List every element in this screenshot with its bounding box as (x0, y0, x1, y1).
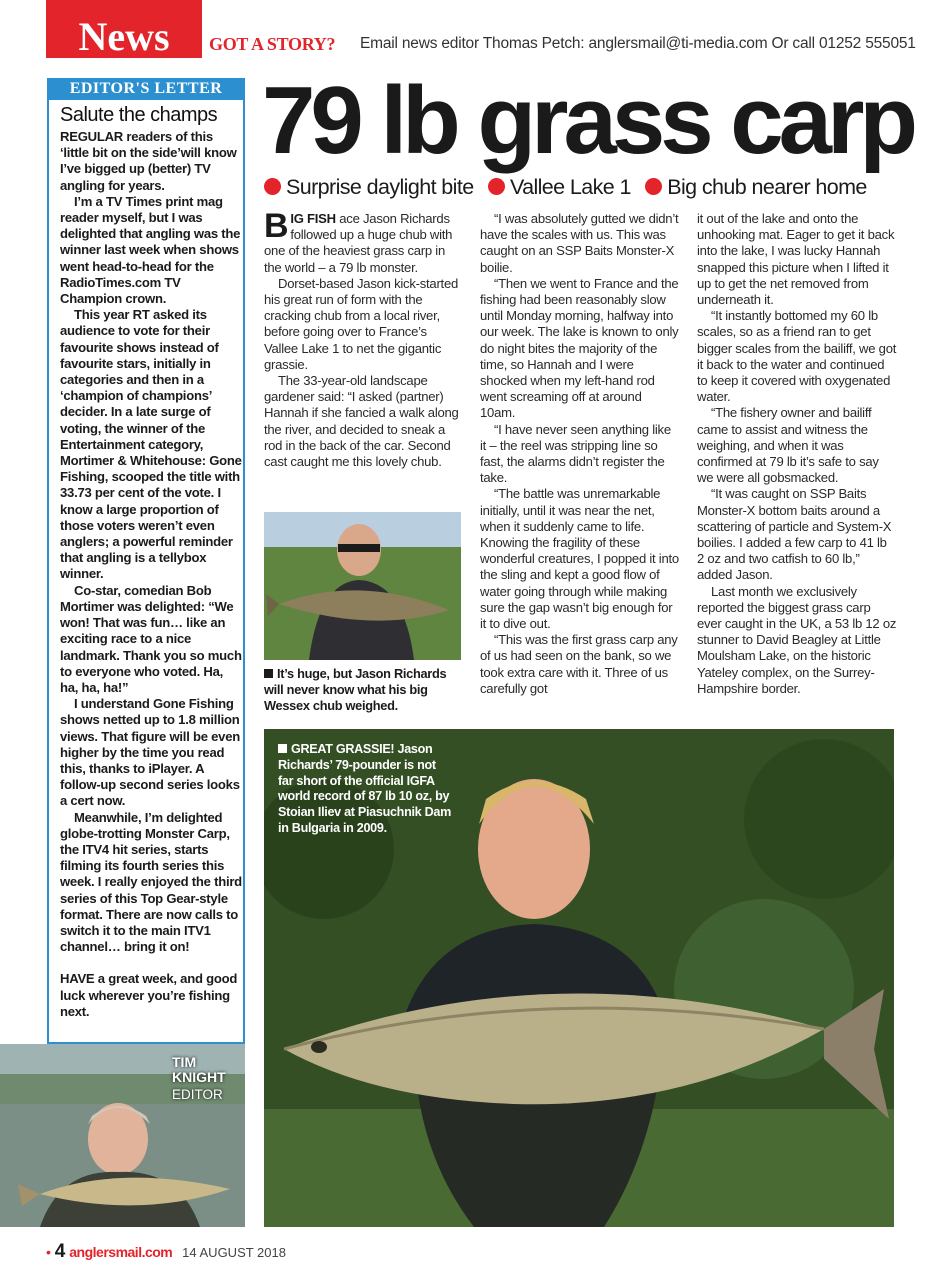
page-footer (46, 1241, 286, 1263)
footer-date: 14 AUGUST 2018 (182, 1245, 286, 1260)
editor-letter-body (60, 129, 242, 1020)
editor-role: EDITOR (172, 1087, 223, 1102)
article-paragraph: ace Jason Richards followed up a huge chub with one of the heaviest grass carp in the world – a 79 lb monster. (264, 211, 453, 275)
story-prompt: GOT A STORY? (209, 34, 336, 54)
editor-letter-label: EDITOR'S LETTER (47, 78, 245, 100)
caption-square-icon (264, 669, 273, 678)
bullet-item: Surprise daylight bite (286, 175, 474, 199)
editor-paragraph: This year RT asked its audience to vote for their favourite shows instead of favourite stars, initially in categories and then in a ‘champion of champions’ decider. In a late surge of voting, the winner of the Entertainment category, Mortimer & Whitehouse: Gone Fishing, scooped the title with 33.73 per cent of the vote. I know a large proportion of those voters weren’t even anglers; a powerful reminder that angling is a tellybox winner. (60, 307, 242, 582)
article-paragraph: “The fishery owner and bailiff came to assist and witness the weighing, and when it was confirmed at 79 lb it’s safe to say we were all gobsmacked. (697, 405, 879, 486)
article-column-2 (480, 211, 680, 697)
editor-name: TIM KNIGHT (172, 1054, 226, 1085)
contact-line: Email news editor Thomas Petch: anglersmail@ti-media.com Or call 01252 555051 (360, 35, 916, 52)
grass-carp-caption-text: GREAT GRASSIE! Jason Richards’ 79-pounder is not far short of the official IGFA world record of 87 lb 10 oz, by Stoian Iliev at Piasuchnik Dam in Bulgaria in 2009. (278, 742, 451, 835)
article-paragraph: “I was absolutely gutted we didn’t have the scales with us. This was caught on an SSP Baits Monster-X boilie. (480, 211, 679, 275)
caption-square-icon (278, 744, 287, 753)
article-paragraph: Last month we exclusively reported the biggest grass carp ever caught in the UK, a 53 lb 12 oz stunner to David Beagley at Little Moulsham Lake, on the historic Yateley complex, on the Surrey-Hampshire border. (697, 583, 897, 696)
article-column-1 (264, 207, 464, 470)
article-paragraph: “This was the first grass carp any of us had seen on the bank, so we took extra care with it. Three of us carefully got (480, 632, 678, 696)
article-paragraph: Dorset-based Jason kick-started his great run of form with the cracking chub from a local river, before going over to France’s Vallee Lake 1 to net the gigantic grassie. (264, 275, 459, 372)
footer-site: anglersmail.com (69, 1244, 173, 1260)
lead-in: IG FISH (290, 211, 336, 226)
article-paragraph: “It instantly bottomed my 60 lb scales, so as a friend ran to get bigger scales from the bailiff, we got it back to the water and continued to keep it covered with oxygenated water. (697, 308, 897, 405)
article-paragraph: “It was caught on SSP Baits Monster-X bottom baits around a scattering of particle and System-X boilies. I added a few carp to 41 lb 2 oz and two catfish to 60 lb,” added Jason. (697, 486, 892, 583)
editor-paragraph: HAVE a great week, and good luck wherever you’re fishing next. (60, 971, 238, 1019)
bullet-dot-icon (264, 178, 281, 195)
bullet-dot-icon (645, 178, 662, 195)
drop-cap: B (264, 207, 289, 245)
chub-photo-illustration (264, 512, 461, 660)
bullet-dot-icon (488, 178, 505, 195)
article-headline: 79 lb grass carp (262, 67, 914, 174)
page-number: 4 (54, 1241, 66, 1262)
editor-paragraph: REGULAR readers of this ‘little bit on the side’will know I’ve bigged up (better) TV angling for years. (60, 129, 237, 193)
editor-paragraph: I’m a TV Times print mag reader myself, but I was delighted that angling was the winner last week when shows went head-to-head for the RadioTimes.com TV Champion crown. (60, 193, 241, 307)
grass-carp-caption (278, 742, 453, 837)
article-column-3 (697, 211, 897, 697)
editor-paragraph: Co-star, comedian Bob Mortimer was delighted: “We won! That was fun… like an exciting race to a nice landmark. Thank you so much to everyone who voted. Ha, ha, ha, ha!” (60, 582, 242, 695)
article-paragraph: it out of the lake and onto the unhooking mat. Eager to get it back into the lake, I was lucky Hannah snapped this picture when I lifted it up to get the net removed from underneath it. (697, 211, 895, 308)
editor-paragraph: I understand Gone Fishing shows netted up to 1.8 million views. That figure will be even higher by the time you read this, thanks to iPlayer. A follow-up second series looks a cert now. (60, 696, 240, 809)
article-paragraph: “I have never seen anything like it – the reel was stripping line so fast, the alarms didn’t register the take. (480, 421, 671, 486)
footer-dot-icon: • (46, 1244, 51, 1260)
section-tab: News (46, 0, 202, 58)
chub-caption (264, 666, 464, 714)
editor-letter-headline: Salute the champs (60, 104, 218, 126)
article-paragraph: “Then we went to France and the fishing had been reasonably slow until Monday morning, halfway into our week. The lake is known to only do night bites the majority of the time, so Hannah and I were shocked when my left-hand rod went screaming off at around 10am. (480, 275, 679, 421)
chub-photo (264, 512, 461, 660)
bullet-item: Big chub nearer home (667, 175, 867, 199)
article-paragraph: The 33-year-old landscape gardener said: “I asked (partner) Hannah if she fancied a walk along the river, and decided to sneak a rod in the back of the car. Second cast caught me this lovely chub. (264, 373, 459, 470)
chub-caption-text: It’s huge, but Jason Richards will never know what his big Wessex chub weighed. (264, 666, 447, 713)
article-paragraph: “The battle was unremarkable initially, until it was near the net, when it suddenly came to life. Knowing the fragility of these wonderful creatures, I popped it into the sling and kept a good flow of water going through while making sure the gap wasn’t big enough for it to dive out. (480, 486, 679, 632)
article-bullets (264, 175, 876, 200)
bullet-item: Vallee Lake 1 (509, 175, 631, 199)
editor-paragraph: Meanwhile, I’m delighted globe-trotting Monster Carp, the ITV4 hit series, starts filming its fourth series this week. I really enjoyed the third series of this Top Gear-style format. There are now calls to switch it to the main ITV1 channel… bring it on! (60, 809, 242, 955)
